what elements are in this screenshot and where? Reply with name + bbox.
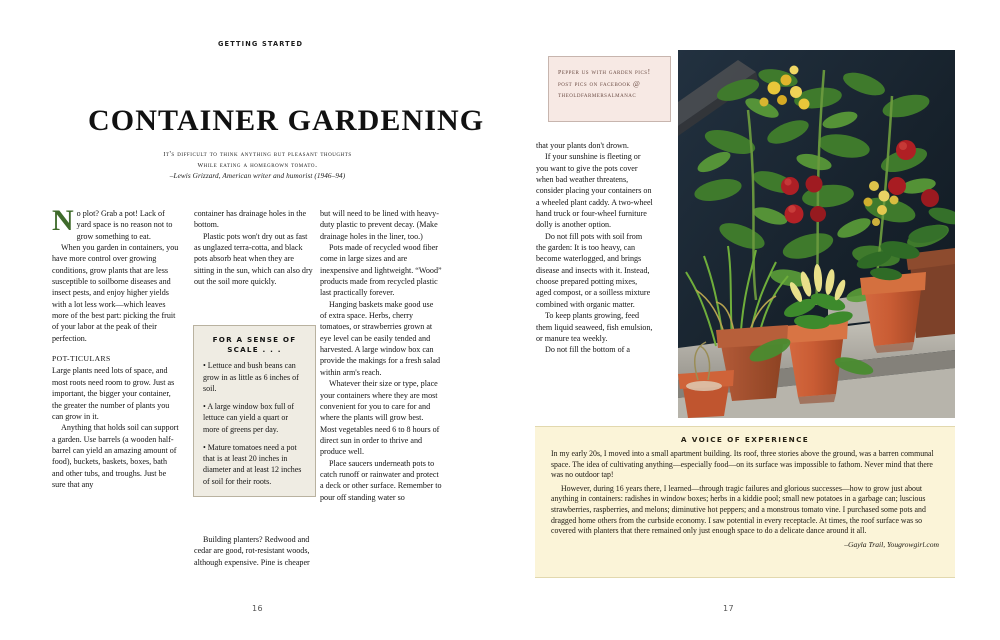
page-number-left: 16 [252,604,263,613]
left-column-2-continued [194,534,314,568]
photo-illustration [678,50,955,418]
body-paragraph: Building planters? Redwood and cedar are good, rot-resistant woods, although expensive. Pine is cheaper [194,535,310,567]
body-paragraph: Hanging baskets make good use of extra space. Herbs, cherry tomatoes, or strawberries grown at eye level can be easily tended and harvested. A large window box can provide the makings for a fresh salad within arm's reach. [320,299,441,377]
body-text: o plot? Grab a pot! Lack of yard space is no reason not to grow something to eat. [76,209,173,241]
body-paragraph: Do not fill the bottom of a [545,345,630,355]
body-paragraph: In my early 20s, I moved into a small apartment building. Its roof, three stories above the ground, was a barren communal space. The idea of cultivating anything—especially food—on its surface was impossible to fathom. Never mind that there was no outdoor tap! [551,449,934,480]
body-paragraph: that your plants don't drown. [536,141,629,150]
body-paragraph: When you garden in containers, you have more control over growing conditions, grow plants that are less susceptible to soilborne diseases and insect pests, and enjoy higher yields with a lot less work—which leaves more of the best part: picking the fruit of your labor at the peak of their perfection. [52,243,179,343]
body-paragraph: Plastic pots won't dry out as fast as unglazed terra-cotta, and black pots absorb heat when they are sitting in the sun, which can also dry out the soil more quickly. [194,231,313,287]
list-item: • Lettuce and bush beans can grow in as little as 6 inches of soil. [203,361,299,393]
epigraph-line-1: it's difficult to think anything but pleasant thoughts [163,148,352,158]
epigraph [80,148,435,180]
sidebar-title: FOR A SENSE OF SCALE . . . [212,335,297,354]
body-paragraph: To keep plants growing, feed them liquid seaweed, fish emulsion, or manure tea weekly. [536,311,653,343]
body-paragraph: container has drainage holes in the bottom. [194,209,307,230]
body-paragraph [52,204,180,242]
epigraph-line-2: while eating a homegrown tomato. [197,159,318,169]
sidebar-title: A VOICE OF EXPERIENCE [680,435,810,444]
left-column-3 [320,208,442,503]
body-paragraph: Whatever their size or type, place your containers where they are most convenient for you to care for and where the plants will grow best. Most vegetables need 6 to 8 hours of direct sun in order to thrive and produce well. [320,379,440,457]
body-paragraph: If your sunshine is fleeting or you want to give the pots cover when bad weather threatens, consider placing your containers on a wheeled plant caddy. A two-wheel hand truck or four-wheel furniture dolly is another option. [536,152,653,230]
epigraph-attribution: –Lewis Grizzard, American writer and humorist (1946–94) [169,172,346,180]
list-item: • Mature tomatoes need a pot that is at least 20 inches in diameter and at least 12 inches of soil for their roots. [203,442,302,486]
sidebar-attribution: –Gayla Trail, Yougrowgirl.com [844,539,939,549]
body-paragraph: Large plants need lots of space, and most roots need room to grow. Just as important, the bigger your container, the greater the number of plants you can grow in it. [52,366,175,421]
body-paragraph: Do not fill pots with soil from the garden: It is too heavy, can become waterlogged, and brings disease and insects with it. Instead, choose prepared potting mixes, aged compost, or a soilless mixture combined with organic matter. [536,231,651,309]
body-paragraph: Pots made of recycled wood fiber come in large sizes and are inexpensive and lightweight. “Wood” products made from recycled plastic last practically forever. [320,243,442,298]
list-item: • A large window box full of lettuce can yield a quart or more of greens per day. [203,401,295,434]
left-column-2 [194,208,314,287]
right-column-1 [536,140,654,356]
left-column-1 [52,204,180,490]
running-head: GETTING STARTED [218,40,304,48]
callout-pepper-us [548,56,671,122]
callout-text: pepper us with garden pics! post pics on facebook @ theoldfarmersalmanac [558,66,651,100]
drop-cap: N [52,204,74,237]
sidebar-a-voice-of-experience [535,426,955,578]
page-number-right: 17 [723,604,734,613]
photo-container-garden [678,50,955,418]
section-subhead: POT-TICULARS [52,354,111,364]
body-paragraph: but will need to be lined with heavy-duty plastic to prevent decay. (Make drainage holes in the liner, too.) [320,209,439,241]
body-paragraph: Place saucers underneath pots to catch runoff or rainwater and protect a deck or other surface. Remember to pour off standing water so [320,458,442,502]
body-paragraph: Anything that holds soil can support a garden. Use barrels (a wooden half-barrel can yield an amazing amount of food), buckets, baskets, boxes, bath and other tubs, and troughs. Just be sure that any [52,423,179,489]
sidebar-for-a-sense-of-scale [193,325,316,497]
body-paragraph: However, during 16 years there, I learned—through tragic failures and glorious successes—how to grow just about anything in containers: radishes in window boxes; herbs in a kiddie pool; small new potatoes in a garbage can; luscious strawberries, raspberries, and melons; diminutive hot peppers; and a monstrous tomato vine. I purchased some pots and dragged home others from the curbside economy. I saw potential in every receptacle. At times, the roof surface was so covered with planters that there remained only just enough space to do a delicate dance around it all. [551,483,926,536]
page-title: CONTAINER GARDENING [88,104,485,137]
